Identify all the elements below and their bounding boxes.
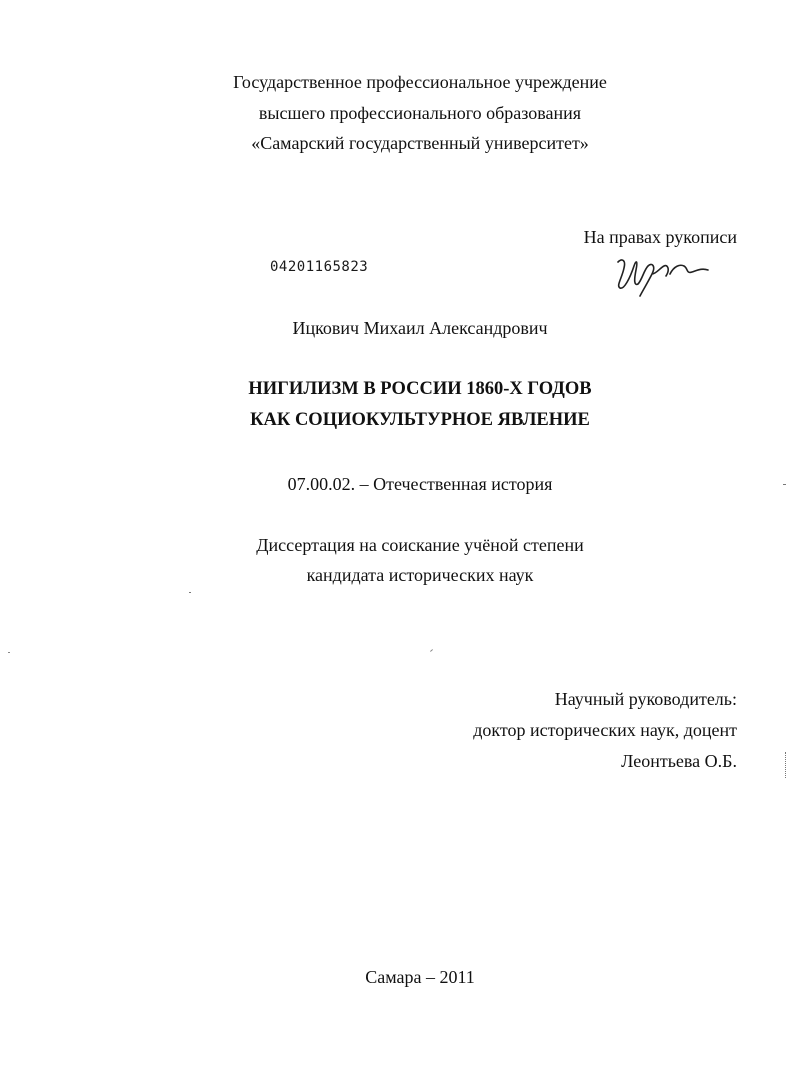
institution-line-3: «Самарский государственный университет» xyxy=(251,133,589,153)
specialty-code: 07.00.02. – Отечественная история xyxy=(287,474,553,494)
thesis-title-line-1: НИГИЛИЗМ В РОССИИ 1860-Х ГОДОВ xyxy=(248,379,592,399)
scan-speck xyxy=(430,649,433,652)
thesis-title-line-2: КАК СОЦИОКУЛЬТУРНОЕ ЯВЛЕНИЕ xyxy=(250,410,590,430)
scan-speck xyxy=(8,652,10,653)
scan-speck xyxy=(189,592,191,593)
place-and-year: Самара – 2011 xyxy=(365,967,475,987)
institution-line-1: Государственное профессиональное учреждение xyxy=(233,72,607,92)
signature-icon xyxy=(612,252,712,298)
degree-line-1: Диссертация на соискание учёной степени xyxy=(256,535,584,555)
institution-line-2: высшего профессионального образования xyxy=(258,103,582,123)
supervisor-label: Научный руководитель: xyxy=(554,689,737,709)
supervisor-credentials: доктор исторических наук, доцент xyxy=(473,720,737,740)
scan-speck xyxy=(783,484,786,485)
supervisor-name: Леонтьева О.Б. xyxy=(621,751,737,771)
author-name: Ицкович Михаил Александрович xyxy=(292,318,548,338)
registration-number: 04201165823 xyxy=(270,259,369,275)
degree-line-2: кандидата исторических наук xyxy=(306,565,534,585)
rights-note: На правах рукописи xyxy=(583,227,737,247)
scan-speck xyxy=(785,752,787,778)
